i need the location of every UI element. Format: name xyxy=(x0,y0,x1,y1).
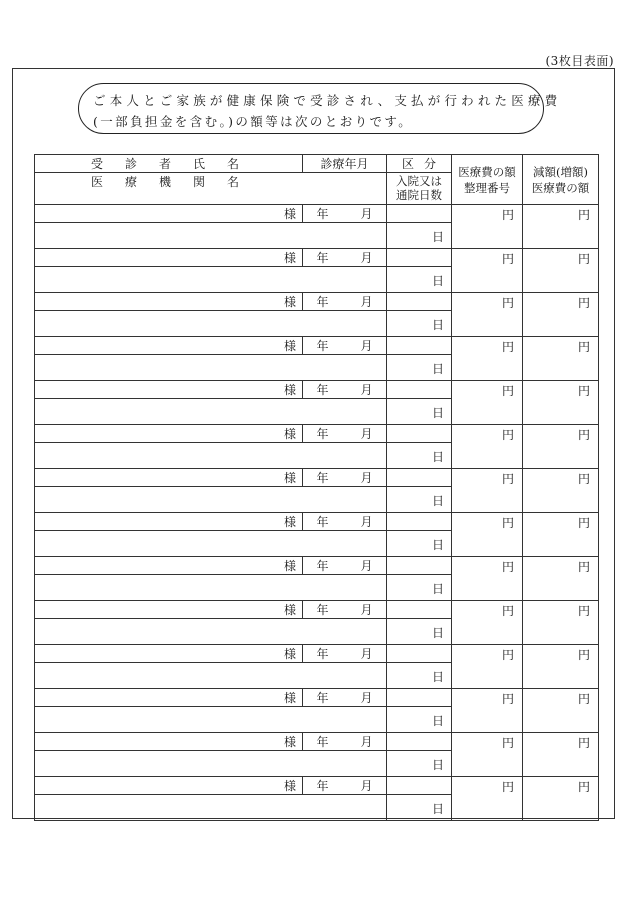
year-label: 年 xyxy=(316,735,329,749)
yen-label: 円 xyxy=(577,692,590,706)
year-label: 年 xyxy=(316,251,329,265)
category-cell[interactable] xyxy=(387,777,452,795)
adjustment-cell[interactable] xyxy=(523,645,599,689)
category-cell[interactable] xyxy=(387,293,452,311)
year-label: 年 xyxy=(316,779,329,793)
institution-cell[interactable] xyxy=(35,223,387,249)
days-cell[interactable] xyxy=(387,795,452,821)
header-patient-name: 受診者氏名 xyxy=(35,155,303,173)
adjustment-cell[interactable] xyxy=(523,381,599,425)
institution-cell[interactable] xyxy=(35,355,387,381)
medical-ref-cell[interactable] xyxy=(452,557,523,601)
year-label: 年 xyxy=(316,339,329,353)
medical-ref-cell[interactable] xyxy=(452,645,523,689)
yen-label: 円 xyxy=(577,516,590,530)
category-cell[interactable] xyxy=(387,557,452,575)
patient-name-cell[interactable] xyxy=(35,469,303,487)
year-label: 年 xyxy=(316,559,329,573)
adjustment-cell[interactable] xyxy=(523,425,599,469)
days-cell[interactable] xyxy=(387,487,452,513)
day-label: 日 xyxy=(431,582,444,596)
medical-ref-cell[interactable] xyxy=(452,249,523,293)
visit-month-cell[interactable] xyxy=(303,205,387,223)
honorific-label: 様 xyxy=(283,515,296,529)
year-label: 年 xyxy=(316,427,329,441)
adjustment-cell[interactable] xyxy=(523,733,599,777)
visit-month-cell[interactable] xyxy=(303,777,387,795)
patient-name-cell[interactable] xyxy=(35,645,303,663)
patient-name-cell[interactable] xyxy=(35,381,303,399)
year-label: 年 xyxy=(316,691,329,705)
entry-row-top xyxy=(35,469,599,487)
adjustment-cell[interactable] xyxy=(523,249,599,293)
honorific-label: 様 xyxy=(283,339,296,353)
adjustment-cell[interactable] xyxy=(523,777,599,821)
medical-ref-cell[interactable] xyxy=(452,777,523,821)
year-label: 年 xyxy=(316,603,329,617)
yen-label: 円 xyxy=(501,692,514,706)
patient-name-cell[interactable] xyxy=(35,293,303,311)
patient-name-cell[interactable] xyxy=(35,777,303,795)
days-cell[interactable] xyxy=(387,223,452,249)
day-label: 日 xyxy=(431,538,444,552)
day-label: 日 xyxy=(431,670,444,684)
category-cell[interactable] xyxy=(387,381,452,399)
institution-cell[interactable] xyxy=(35,663,387,689)
day-label: 日 xyxy=(431,362,444,376)
yen-label: 円 xyxy=(501,296,514,310)
medical-ref-cell[interactable] xyxy=(452,381,523,425)
category-cell[interactable] xyxy=(387,689,452,707)
yen-label: 円 xyxy=(501,516,514,530)
honorific-label: 様 xyxy=(283,691,296,705)
honorific-label: 様 xyxy=(283,603,296,617)
yen-label: 円 xyxy=(577,428,590,442)
visit-month-cell[interactable] xyxy=(303,513,387,531)
patient-name-cell[interactable] xyxy=(35,601,303,619)
visit-month-cell[interactable] xyxy=(303,645,387,663)
medical-ref-cell[interactable] xyxy=(452,205,523,249)
adjustment-cell[interactable] xyxy=(523,601,599,645)
days-cell[interactable] xyxy=(387,443,452,469)
days-cell[interactable] xyxy=(387,663,452,689)
header-institution: 医療機関名 xyxy=(35,173,387,205)
yen-label: 円 xyxy=(577,560,590,574)
institution-cell[interactable] xyxy=(35,795,387,821)
days-cell[interactable] xyxy=(387,619,452,645)
honorific-label: 様 xyxy=(283,427,296,441)
adjustment-cell[interactable] xyxy=(523,337,599,381)
institution-cell[interactable] xyxy=(35,619,387,645)
day-label: 日 xyxy=(431,450,444,464)
medical-ref-cell[interactable] xyxy=(452,293,523,337)
category-cell[interactable] xyxy=(387,469,452,487)
honorific-label: 様 xyxy=(283,559,296,573)
yen-label: 円 xyxy=(577,736,590,750)
patient-name-cell[interactable] xyxy=(35,425,303,443)
notice-box xyxy=(78,83,562,134)
header-medical-ref-line-2: 整理番号 xyxy=(464,180,510,195)
institution-cell[interactable] xyxy=(35,707,387,733)
honorific-label: 様 xyxy=(283,647,296,661)
entry-row-top xyxy=(35,601,599,619)
institution-cell[interactable] xyxy=(35,487,387,513)
header-medical-ref-line-1: 医療費の額 xyxy=(458,164,516,179)
days-cell[interactable] xyxy=(387,399,452,425)
patient-name-cell[interactable] xyxy=(35,249,303,267)
header-days xyxy=(387,173,452,205)
medical-ref-cell[interactable] xyxy=(452,469,523,513)
month-label: 月 xyxy=(360,559,373,573)
patient-name-cell[interactable] xyxy=(35,337,303,355)
institution-cell[interactable] xyxy=(35,531,387,557)
entry-row-top xyxy=(35,733,599,751)
entry-row-top xyxy=(35,293,599,311)
adjustment-cell[interactable] xyxy=(523,293,599,337)
day-label: 日 xyxy=(431,802,444,816)
honorific-label: 様 xyxy=(283,207,296,221)
header-category: 区分 xyxy=(387,155,452,173)
month-label: 月 xyxy=(360,339,373,353)
patient-name-cell[interactable] xyxy=(35,689,303,707)
visit-month-cell[interactable] xyxy=(303,601,387,619)
header-medical-ref xyxy=(452,155,523,205)
month-label: 月 xyxy=(360,691,373,705)
patient-name-cell[interactable] xyxy=(35,557,303,575)
visit-month-cell[interactable] xyxy=(303,425,387,443)
days-cell[interactable] xyxy=(387,531,452,557)
month-label: 月 xyxy=(360,735,373,749)
yen-label: 円 xyxy=(501,208,514,222)
header-adjustment-line-2: 医療費の額 xyxy=(531,180,590,195)
medical-ref-cell[interactable] xyxy=(452,513,523,557)
institution-cell[interactable] xyxy=(35,399,387,425)
year-label: 年 xyxy=(316,471,329,485)
month-label: 月 xyxy=(360,603,373,617)
entry-row-top xyxy=(35,381,599,399)
month-label: 月 xyxy=(360,427,373,441)
month-label: 月 xyxy=(360,207,373,221)
yen-label: 円 xyxy=(501,384,514,398)
visit-month-cell[interactable] xyxy=(303,689,387,707)
visit-month-cell[interactable] xyxy=(303,733,387,751)
patient-name-cell[interactable] xyxy=(35,513,303,531)
entry-row-top xyxy=(35,249,599,267)
yen-label: 円 xyxy=(501,780,514,794)
header-days-line-2: 通院日数 xyxy=(396,188,442,202)
yen-label: 円 xyxy=(577,648,590,662)
category-cell[interactable] xyxy=(387,205,452,223)
entry-row-top xyxy=(35,645,599,663)
header-visit-month: 診療年月 xyxy=(303,155,387,173)
visit-month-cell[interactable] xyxy=(303,381,387,399)
yen-label: 円 xyxy=(501,604,514,618)
honorific-label: 様 xyxy=(283,779,296,793)
yen-label: 円 xyxy=(501,648,514,662)
year-label: 年 xyxy=(316,295,329,309)
category-cell[interactable] xyxy=(387,513,452,531)
year-label: 年 xyxy=(316,515,329,529)
days-cell[interactable] xyxy=(387,267,452,293)
medical-ref-cell[interactable] xyxy=(452,337,523,381)
month-label: 月 xyxy=(360,471,373,485)
yen-label: 円 xyxy=(577,252,590,266)
yen-label: 円 xyxy=(577,604,590,618)
entry-row-top xyxy=(35,513,599,531)
days-cell[interactable] xyxy=(387,311,452,337)
notice-line-1: ご本人とご家族が健康保険で受診され、支払が行われた医療費 xyxy=(93,93,562,108)
category-cell[interactable] xyxy=(387,425,452,443)
year-label: 年 xyxy=(316,383,329,397)
medical-ref-cell[interactable] xyxy=(452,733,523,777)
day-label: 日 xyxy=(431,230,444,244)
institution-cell[interactable] xyxy=(35,311,387,337)
days-cell[interactable] xyxy=(387,707,452,733)
yen-label: 円 xyxy=(577,780,590,794)
honorific-label: 様 xyxy=(283,735,296,749)
visit-month-cell[interactable] xyxy=(303,557,387,575)
page-label: (3枚目表面) xyxy=(545,54,614,68)
header-adjustment xyxy=(523,155,599,205)
day-label: 日 xyxy=(431,758,444,772)
patient-name-cell[interactable] xyxy=(35,733,303,751)
adjustment-cell[interactable] xyxy=(523,205,599,249)
medical-ref-cell[interactable] xyxy=(452,425,523,469)
yen-label: 円 xyxy=(501,472,514,486)
medical-ref-cell[interactable] xyxy=(452,689,523,733)
entry-row-top xyxy=(35,205,599,223)
yen-label: 円 xyxy=(501,428,514,442)
yen-label: 円 xyxy=(577,384,590,398)
entry-row-top xyxy=(35,557,599,575)
visit-month-cell[interactable] xyxy=(303,249,387,267)
month-label: 月 xyxy=(360,251,373,265)
year-label: 年 xyxy=(316,207,329,221)
days-cell[interactable] xyxy=(387,355,452,381)
day-label: 日 xyxy=(431,714,444,728)
month-label: 月 xyxy=(360,647,373,661)
day-label: 日 xyxy=(431,406,444,420)
category-cell[interactable] xyxy=(387,645,452,663)
patient-name-cell[interactable] xyxy=(35,205,303,223)
category-cell[interactable] xyxy=(387,249,452,267)
medical-ref-cell[interactable] xyxy=(452,601,523,645)
entry-row-top xyxy=(35,689,599,707)
day-label: 日 xyxy=(431,494,444,508)
month-label: 月 xyxy=(360,295,373,309)
medical-expense-table xyxy=(34,154,599,821)
yen-label: 円 xyxy=(501,252,514,266)
days-cell[interactable] xyxy=(387,751,452,777)
institution-cell[interactable] xyxy=(35,575,387,601)
yen-label: 円 xyxy=(577,472,590,486)
notice-line-2: (一部負担金を含む。)の額等は次のとおりです。 xyxy=(93,114,414,129)
honorific-label: 様 xyxy=(283,295,296,309)
year-label: 年 xyxy=(316,647,329,661)
entry-row-top xyxy=(35,337,599,355)
honorific-label: 様 xyxy=(283,383,296,397)
honorific-label: 様 xyxy=(283,471,296,485)
adjustment-cell[interactable] xyxy=(523,557,599,601)
yen-label: 円 xyxy=(577,296,590,310)
category-cell[interactable] xyxy=(387,337,452,355)
honorific-label: 様 xyxy=(283,251,296,265)
entry-row-top xyxy=(35,425,599,443)
days-cell[interactable] xyxy=(387,575,452,601)
institution-cell[interactable] xyxy=(35,267,387,293)
day-label: 日 xyxy=(431,318,444,332)
ledger-body xyxy=(35,205,599,821)
header-adjustment-line-1: 減額(増額) xyxy=(533,164,588,179)
yen-label: 円 xyxy=(577,208,590,222)
visit-month-cell[interactable] xyxy=(303,293,387,311)
adjustment-cell[interactable] xyxy=(523,469,599,513)
day-label: 日 xyxy=(431,626,444,640)
visit-month-cell[interactable] xyxy=(303,469,387,487)
header-days-line-1: 入院又は xyxy=(396,174,442,188)
institution-cell[interactable] xyxy=(35,443,387,469)
category-cell[interactable] xyxy=(387,733,452,751)
month-label: 月 xyxy=(360,515,373,529)
institution-cell[interactable] xyxy=(35,751,387,777)
adjustment-cell[interactable] xyxy=(523,689,599,733)
yen-label: 円 xyxy=(577,340,590,354)
adjustment-cell[interactable] xyxy=(523,513,599,557)
yen-label: 円 xyxy=(501,340,514,354)
category-cell[interactable] xyxy=(387,601,452,619)
entry-row-top xyxy=(35,777,599,795)
month-label: 月 xyxy=(360,383,373,397)
visit-month-cell[interactable] xyxy=(303,337,387,355)
yen-label: 円 xyxy=(501,736,514,750)
month-label: 月 xyxy=(360,779,373,793)
day-label: 日 xyxy=(431,274,444,288)
yen-label: 円 xyxy=(501,560,514,574)
